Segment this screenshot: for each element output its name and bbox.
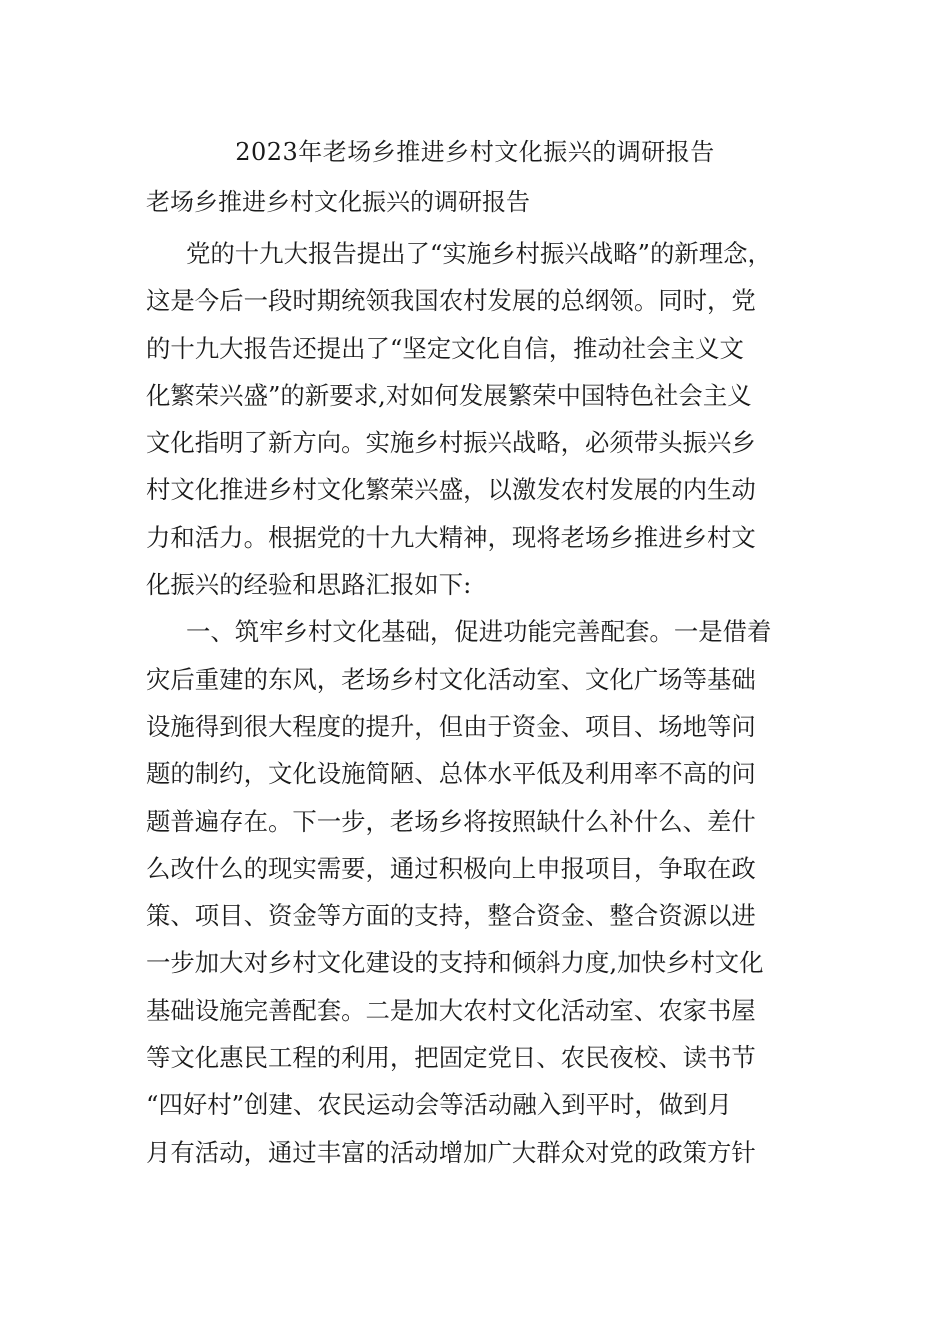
text-line: 灾后重建的东风，老场乡村文化活动室、文化广场等基础 <box>146 664 756 694</box>
paragraph-2 <box>146 608 836 1176</box>
text-line: “四好村”创建、农民运动会等活动融入到平时，做到月 <box>146 1090 732 1120</box>
text-line: 月有活动，通过丰富的活动增加广大群众对党的政策方针 <box>146 1137 756 1167</box>
text-line: 题普遍存在。下一步，老场乡将按照缺什么补什么、差什 <box>146 806 756 836</box>
text-line: 一、筑牢乡村文化基础，促进功能完善配套。一是借着 <box>186 617 772 647</box>
text-line: 等文化惠民工程的利用，把固定党日、农民夜校、读书节 <box>146 1043 756 1073</box>
text-line: 一步加大对乡村文化建设的支持和倾斜力度,加快乡村文化 <box>146 948 764 978</box>
text-line: 设施得到很大程度的提升，但由于资金、项目、场地等问 <box>146 711 756 741</box>
text-line: 基础设施完善配套。二是加大农村文化活动室、农家书屋 <box>146 995 756 1025</box>
text-line: 力和活力。根据党的十九大精神，现将老场乡推进乡村文 <box>146 522 756 552</box>
text-line: 化繁荣兴盛”的新要求,对如何发展繁荣中国特色社会主义 <box>146 380 752 410</box>
document-body <box>146 230 836 1176</box>
text-line: 这是今后一段时期统领我国农村发展的总纲领。同时，党 <box>146 286 756 316</box>
text-line: 的十九大报告还提出了“坚定文化自信，推动社会主义文 <box>146 333 744 363</box>
text-line: 党的十九大报告提出了“实施乡村振兴战略”的新理念， <box>186 239 772 268</box>
text-line: 题的制约，文化设施简陋、总体水平低及利用率不高的问 <box>146 759 756 789</box>
document-title: 2023年老场乡推进乡村文化振兴的调研报告 <box>235 138 715 166</box>
text-line: 村文化推进乡村文化繁荣兴盛，以激发农村发展的内生动 <box>146 475 756 505</box>
paragraph-1 <box>146 230 836 608</box>
text-line: 么改什么的现实需要，通过积极向上申报项目，争取在政 <box>146 853 756 883</box>
document-subtitle: 老场乡推进乡村文化振兴的调研报告 <box>146 188 530 216</box>
text-line: 化振兴的经验和思路汇报如下: <box>146 570 472 600</box>
text-line: 策、项目、资金等方面的支持，整合资金、整合资源以进 <box>146 901 756 931</box>
text-line: 文化指明了新方向。实施乡村振兴战略，必须带头振兴乡 <box>146 428 756 458</box>
